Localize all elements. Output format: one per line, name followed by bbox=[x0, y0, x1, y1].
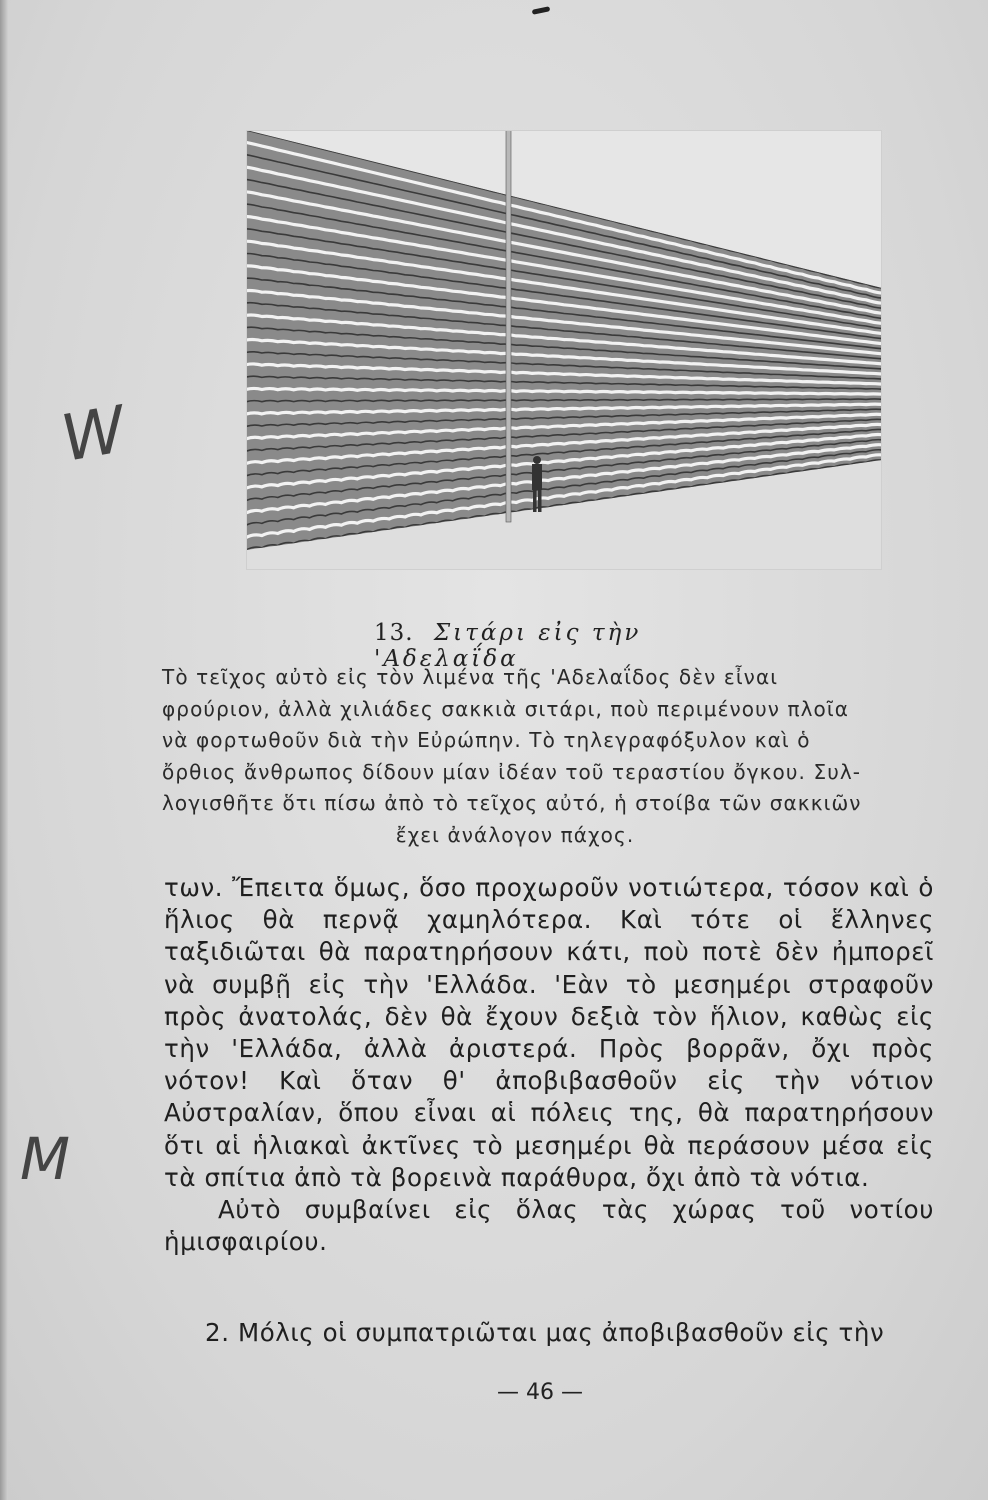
caption-last-line: ἔχει ἀνάλογον πάχος. bbox=[395, 822, 635, 847]
main-text bbox=[164, 872, 934, 1258]
caption-line: Τὸ τεῖχος αὐτὸ εἰς τὸν λιμένα τῆς 'Αδελαΐδος δὲν εἶναι bbox=[162, 665, 779, 689]
caption-line: λογισθῆτε ὅτι πίσω ἀπὸ τὸ τεῖχος αὐτό, ἡ στοίβα τῶν σακκιῶν bbox=[162, 791, 862, 815]
body-paragraph: Αὐτὸ συμβαίνει εἰς ὅλας τὰς χώρας τοῦ νοτίου ἡμισφαιρίου. bbox=[164, 1195, 934, 1257]
page-edge bbox=[0, 0, 8, 1500]
caption-line: ὄρθιος ἄνθρωπος δίδουν μίαν ἰδέαν τοῦ τεραστίου ὄγκου. Συλ- bbox=[162, 759, 862, 784]
telegraph-pole bbox=[506, 130, 511, 522]
figure-caption-body bbox=[162, 662, 948, 851]
section-start-line: 2. Μόλις οἱ συμπατριῶται μας ἀποβιβασθοῦν εἰς τὴν bbox=[205, 1318, 885, 1347]
caption-line: φρούριον, ἀλλὰ χιλιάδες σακκιὰ σιτάρι, ποὺ περιμένουν πλοῖα bbox=[162, 696, 850, 721]
wheat-sacks-photo bbox=[246, 130, 882, 570]
caption-line: νὰ φορτωθοῦν διὰ τὴν Εὐρώπην. Τὸ τηλεγραφόξυλον καὶ ὁ bbox=[162, 728, 811, 752]
body-paragraph: των. Ἔπειτα ὅμως, ὅσο προχωροῦν νοτιώτερα, τόσον καὶ ὁ ἥλιος θὰ περνᾷ χαμηλότερα. Καὶ τότε οἱ ἕλληνες ταξιδιῶται θὰ παρατηρήσουν κάτι, ποὺ ποτὲ δὲν ἠμπορεῖ νὰ συμβῇ εἰς τὴν 'Ελλάδα. 'Εὰν τὸ μεσημέρι στραφοῦν πρὸς ἀνατολάς, δὲν θὰ ἔχουν δεξιὰ τὸν ἥλιον, καθὼς εἰς τὴν 'Ελλάδα, ἀλλὰ ἀριστερά. Πρὸς βορρᾶν, ὄχι πρὸς νότον! Καὶ ὅταν θ' ἀποβιβασθοῦν εἰς τὴν νότιον Αὐστραλίαν, ὅπου εἶναι αἱ πόλεις της, θὰ παρατηρήσουν ὅτι αἱ ἡλιακαὶ ἀκτῖνες τὸ μεσημέρι θὰ περάσουν μέσα εἰς τὰ σπίτια ἀπὸ τὰ βορεινὰ παράθυρα, ὄχι ἀπὸ τὰ νότια. bbox=[164, 873, 934, 1192]
margin-note-upper: W bbox=[56, 393, 132, 477]
figure-number: 13. bbox=[374, 620, 414, 646]
ink-mark bbox=[532, 6, 551, 15]
page-number: — 46 — bbox=[497, 1380, 583, 1405]
figure-title: Σιτάρι εἰς τὴν 'Αδελαΐδα bbox=[374, 620, 642, 672]
margin-note-lower: M bbox=[20, 1125, 71, 1193]
